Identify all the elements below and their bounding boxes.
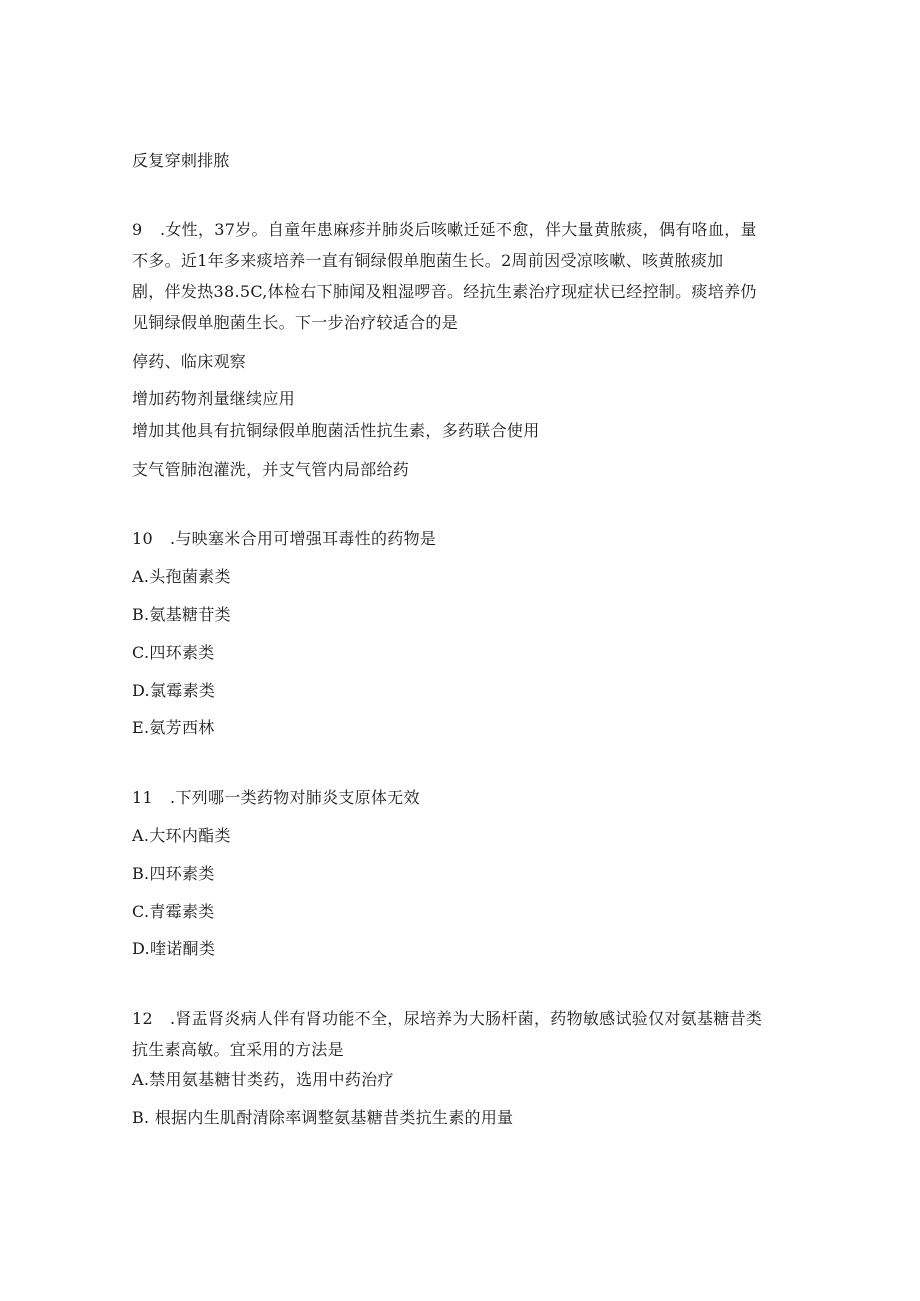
question-stem-line: 剧，伴发热38.5C,体检右下肺闻及粗湿啰音。经抗生素治疗现症状已经控制。痰培养仍 xyxy=(132,282,757,301)
answer-option: E.氨芳西林 xyxy=(132,718,215,737)
answer-option: D.喹诺酮类 xyxy=(132,939,216,958)
question-stem xyxy=(132,788,420,808)
question-number: 11 xyxy=(132,788,153,807)
question-number: 9 xyxy=(132,220,143,239)
question-stem xyxy=(132,220,757,240)
answer-option: B.氨基糖苷类 xyxy=(132,605,231,624)
answer-option: 增加其他具有抗铜绿假单胞菌活性抗生素，多药联合使用 xyxy=(132,421,540,440)
question-stem-line: 不多。近1年多来痰培养一直有铜绿假单胞菌生长。2周前因受凉咳嗽、咳黄脓痰加 xyxy=(132,251,724,270)
option-text: 反复穿刺排脓 xyxy=(132,151,230,170)
question-number: 10 xyxy=(132,529,153,548)
question-stem-line: .与映塞米合用可增强耳毒性的药物是 xyxy=(170,529,437,548)
answer-option: A.禁用氨基糖甘类药，选用中药治疗 xyxy=(132,1070,394,1089)
answer-option: A.大环内酯类 xyxy=(132,826,231,845)
answer-option: B. 根据内生肌酎清除率调整氨基糖昔类抗生素的用量 xyxy=(132,1108,514,1127)
question-stem-line: 见铜绿假单胞菌生长。下一步治疗较适合的是 xyxy=(132,313,459,332)
answer-option: A.头孢菌素类 xyxy=(132,567,231,586)
answer-option: 支气管肺泡灌洗，并支气管内局部给药 xyxy=(132,460,410,479)
question-stem-line: .肾盂肾炎病人伴有肾功能不全，尿培养为大肠杆菌，药物敏感试验仅对氨基糖昔类 xyxy=(170,1009,763,1028)
question-stem xyxy=(132,529,436,549)
answer-option: C.四环素类 xyxy=(132,643,215,662)
question-number: 12 xyxy=(132,1009,153,1028)
question-stem xyxy=(132,1009,762,1029)
answer-option: C.青霉素类 xyxy=(132,902,215,921)
answer-option: 停药、临床观察 xyxy=(132,352,247,371)
answer-option: 增加药物剂量继续应用 xyxy=(132,389,296,408)
question-stem-line: .女性，37岁。自童年患麻疹并肺炎后咳嗽迁延不愈，伴大量黄脓痰，偶有咯血，量 xyxy=(160,220,757,239)
question-stem-line: 抗生素高敏。宜采用的方法是 xyxy=(132,1040,344,1059)
question-stem-line: .下列哪一类药物对肺炎支原体无效 xyxy=(170,788,420,807)
answer-option: D.氯霉素类 xyxy=(132,681,216,700)
answer-option: B.四环素类 xyxy=(132,864,215,883)
